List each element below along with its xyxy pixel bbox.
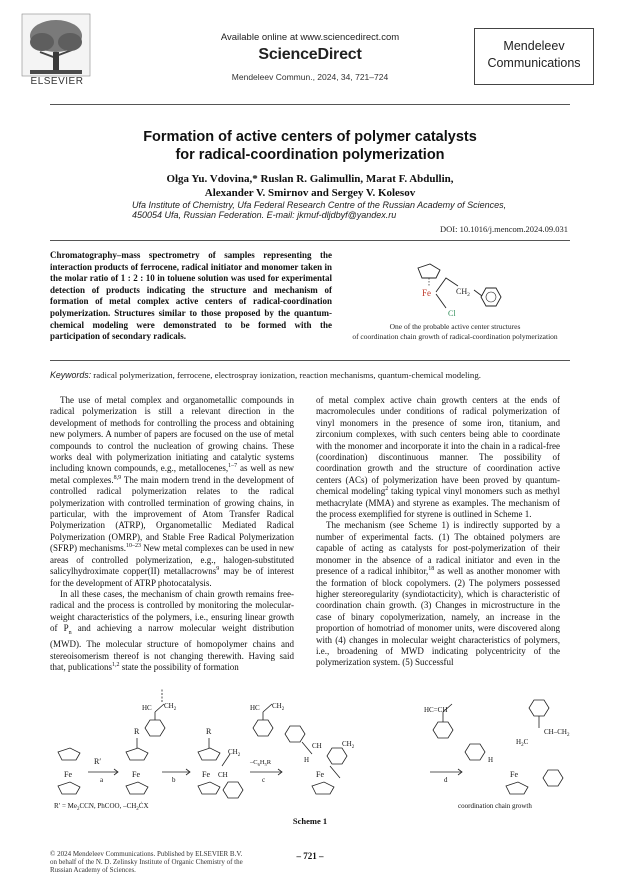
scheme-fe-2: Fe — [132, 770, 140, 779]
scheme-step-a: a — [100, 776, 104, 784]
journal-name-line2: Communications — [487, 56, 581, 70]
scheme-chain-end: $CH-CH_2$ — [544, 728, 570, 738]
ref-link[interactable]: 8,9 — [113, 474, 122, 481]
scheme-label: Scheme 1 — [292, 816, 328, 826]
body-column-left — [50, 395, 294, 674]
abstract-bottom-divider — [50, 360, 570, 361]
scheme-radicals: $R' = Me_2CCN$, PhCOO, $-CH_2ĊX$ — [54, 802, 149, 812]
ref-link[interactable]: 10–23 — [126, 543, 142, 550]
paragraph-mechanism: In all these cases, the mechanism of chain growth remains free-radical and the process is controlled by monitoring the molecular-weight characteristics of the polymers, i.e., ensuring linear growth of $P_n$ and achieving a narrow molecular weight distribution (MWD). The molecular structure of homopolymer chains and stereoisomerism thereof is not changing therewith. Having said that, publications$^{1,2}$ state the possibility of formation — [50, 588, 294, 673]
affiliation-line1: Ufa Institute of Chemistry, Ufa Federal Research Centre of the Russian Academy of Sciences, — [132, 200, 507, 210]
journal-name-line1: Mendeleev — [503, 39, 565, 53]
scheme-hc-2: HC — [250, 704, 260, 712]
authors-line2: Alexander V. Smirnov and Sergey V. Kolesov — [204, 187, 416, 199]
platform-name: ScienceDirect — [258, 46, 362, 63]
copyright-line1: © 2024 Mendeleev Communications. Published by ELSEVIER B.V. — [50, 850, 243, 858]
scheme-step-d: d — [444, 776, 448, 784]
title-line2: for radical-coordination polymerization — [175, 147, 445, 163]
title-line1: Formation of active centers of polymer catalysts — [143, 129, 477, 145]
author-list — [60, 172, 560, 200]
scheme-step-c: c — [262, 776, 266, 784]
scheme-ch2-1: $CH_2$ — [164, 702, 177, 712]
scheme-hc-eq: HC=CH — [424, 706, 448, 714]
authors-line1: Olga Yu. Vdovina,* Ruslan R. Galimullin, Marat F. Abdullin, — [166, 173, 454, 185]
copyright-line3: Russian Academy of Sciences. — [50, 866, 136, 874]
caption-line1: One of the probable active center structures — [389, 322, 521, 331]
scheme-h-2: H — [488, 756, 494, 764]
scheme-fe-3: Fe — [202, 770, 210, 779]
scheme-1-reaction-diagram — [50, 682, 580, 812]
ref-link[interactable]: 1,2 — [112, 662, 120, 669]
scheme-r-1: R — [134, 727, 140, 736]
benzene-ring-shape — [481, 288, 501, 306]
scheme-fe-4: Fe — [316, 770, 324, 779]
copyright-line2: on behalf of the N. D. Zelinsky Institute of Organic Chemistry of the — [50, 858, 243, 866]
ref-link[interactable]: 18 — [428, 566, 435, 573]
scheme-hc-1: HC — [142, 704, 152, 712]
scheme-r-2: R — [206, 727, 212, 736]
header-divider — [50, 104, 570, 105]
scheme-step-b: b — [172, 776, 176, 784]
doi-link[interactable]: DOI: 10.1016/j.mencom.2024.09.031 — [440, 224, 568, 234]
scheme-ch-1: CH — [218, 771, 228, 779]
scheme-ch-2: CH — [312, 742, 322, 750]
graphic-cl-label: Cl — [448, 309, 456, 318]
article-title — [60, 128, 560, 164]
scheme-minus-c6h5r: $-C_6H_5R$ — [250, 759, 272, 767]
scheme-ch2-3: $CH_2$ — [272, 702, 285, 712]
scheme-h2c: $H_2C$ — [516, 738, 529, 748]
affiliation-line2: 450054 Ufa, Russian Federation. E-mail: jkmuf-dljdbyf@yandex.ru — [132, 210, 397, 220]
body-column-right — [316, 395, 560, 669]
scheme-fe-5: Fe — [510, 770, 518, 779]
abstract-text: Chromatography–mass spectrometry of samples representing the interaction products of ferrocene, radical initiator and monomer taken in the molar ratio of 1 : 2 : 10 in toluene solution was used for experimental detection of products indicating the structure and mechanism of formation of metal complex active centers of radical-coordination polymerization. Structures similar to those proposed by the quantum-chemical modeling were demonstrated to be formed with the participation of secondary radicals. — [50, 250, 332, 342]
scheme-h-1: H — [304, 756, 310, 764]
keywords-label: Keywords: — [50, 370, 92, 380]
keywords-text: radical polymerization, ferrocene, electrospray ionization, reaction mechanisms, quantum-chemical modeling. — [93, 370, 481, 380]
affiliation — [132, 200, 552, 220]
paragraph-intro: The use of metal complex and organometallic compounds in radical polymerization is still a relevant direction in the development of methods for controlling the process and obtaining new polymers. A number of papers are focused on the use of metal compounds to control the nucleation of growing chains. These works deal with polymerization initiating and catalytic systems including known compounds, e.g., metallocenes,$^{1-7}$ as well as new metal complexes.$^{8,9}$ The main modern trend in the development of controlled radical polymerization relates to the radical polymerization with controlled termination of growing chains, in particular, with the improvement of Atom Transfer Radical Polymerization (ATRP), Organometallic Mediated Radical Polymerization (OMRP), and Stable Free Radical Polymerization (SFRP) mechanisms.$^{10-23}$ New metal complexes can be used in new areas of controlled polymerization, e.g., halogen-substituted salicylhydroximate copper(II) metallacrowns$^9$ may be of interest for the development of ATRP photocatalysis. — [50, 395, 295, 588]
scheme-ch2-2: $CH_2$ — [228, 748, 241, 758]
graphic-fe-label: Fe — [422, 288, 431, 298]
cp-ring-shape — [418, 264, 440, 278]
keywords-line — [50, 370, 570, 380]
scheme-final-label: coordination chain growth — [458, 802, 532, 810]
page-number: – 721 – — [296, 851, 324, 861]
copyright-notice — [50, 850, 300, 874]
caption-line2: of coordination chain growth of radical-coordination polymerization — [352, 332, 558, 341]
ref-link[interactable]: 9 — [216, 566, 220, 573]
scheme-ch2-4: $CH_2$ — [342, 740, 355, 750]
publisher-name: ELSEVIER — [30, 76, 84, 87]
abstract-top-divider — [50, 240, 570, 241]
graphic-caption — [330, 322, 580, 342]
ref-link[interactable]: 2 — [385, 486, 389, 493]
journal-name — [474, 38, 594, 72]
paragraph-continuation: of metal complex active chain growth centers at the ends of macromolecules under conditions of radical polymerization of vinyl monomers in the presence of some iron, titanium, and zirconium complexes, with such centers being able to coordinate with the monomer and incorporate it into the chain in a radical-free (coordination) discontinuous manner. The possibility of coordination growth and the structure of coordination active centers (ACs) of polymerization have been proved by quantum-chemical modeling$^2$ taking typical vinyl monomers such as methyl methacrylate (MMA) and styrene as examples. The mechanism of the process exemplified for styrene is outlined in Scheme 1. — [316, 395, 560, 520]
ref-link[interactable]: 1–7 — [228, 463, 238, 470]
graphic-ch2-label: $CH_2$ — [456, 287, 470, 298]
graphical-abstract-structure — [400, 258, 520, 320]
available-online-line[interactable]: Available online at www.sciencedirect.com — [220, 32, 400, 43]
paragraph-evidence: The mechanism (see Scheme 1) is indirectly supported by a number of experimental facts. (1) The obtained polymers are capable of acting as catalysts for post-polymerization of their monomer in the absence of a radical initiator and even in the presence of a radical inhibitor,$^{18}$ as well as another monomer with the formation of block copolymers. (2) The polymers possessed higher stereoregularity (syndiotacticity), which is characteristic of coordination chain growth. (3) Changes in microstructure in the case of binary copolymerization, namely, an increase in the proportion of homotriad of monomer units, were discovered along with (4) changes in molecular weight characteristics of polymers, i.e., broadening of MWD indicating polycentricity of the polymerization system. (5) Successful — [316, 520, 560, 668]
scheme-r-prime: R′ — [94, 757, 102, 766]
journal-citation: Mendeleev Commun., 2024, 34, 721–724 — [231, 72, 389, 82]
scheme-fe-1: Fe — [64, 770, 72, 779]
